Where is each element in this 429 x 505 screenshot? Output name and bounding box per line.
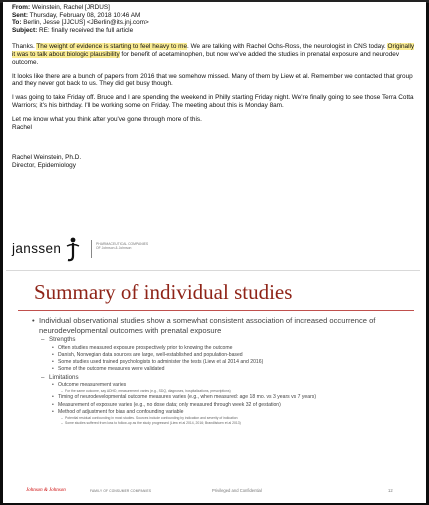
email-to-line [12, 19, 417, 27]
logo-subtitle-line-1: PHARMACEUTICAL COMPANIES [96, 242, 149, 246]
from-value: Weinstein, Rachel [JRDUS] [31, 4, 110, 11]
email-sent-line [12, 12, 417, 20]
signature-name: Rachel Weinstein, Ph.D. [12, 154, 82, 162]
strength-item-4: • Some of the outcome measures were validated [32, 366, 416, 373]
slide-title-rule [18, 310, 414, 311]
slide-title: Summary of individual studies [34, 280, 293, 304]
subject-label: Subject: [12, 26, 38, 34]
from-label: From: [12, 4, 31, 11]
limitation-item-2: • Timing of neurodevelopmental outcome measures varies (e.g., when measured: age 18 mo. vs 3 years vs 7 years) [32, 394, 416, 401]
email-paragraph-3: I was going to take Friday off. Bruce and I are spending the weekend in Philly starting Friday night. We're finally going to see those Terra Cotta Warriors; it's his birthday. I'll be working some on Friday. The meeting about this is Monday 8am. [12, 94, 414, 109]
strength-item-2: • Danish, Norwegian data sources are large, well-established and population-based [32, 352, 416, 359]
sent-label: Sent: [12, 11, 28, 19]
logo-subtitle-line-2: OF Johnson & Johnson [96, 246, 132, 251]
email-subject-line [12, 27, 417, 35]
signature-title: Director, Epidemiology [12, 161, 76, 169]
slide-footer [26, 487, 406, 497]
p1-mid: . We are talking with Rachel Ochs-Ross, the neurologist in CNS today. [187, 43, 388, 51]
highlighted-text-1: The weight of evidence is starting to feel heavy to me [36, 43, 188, 51]
email-body [12, 43, 417, 169]
slide-top-divider [6, 270, 420, 271]
email-message [12, 4, 417, 169]
limitation-subitem-1a: – For the same outcome, say ADHD, measurement varies (e.g., SDQ, diagnoses, hospitalizations, prescriptions) [32, 389, 416, 394]
limitation-item-3: • Measurement of exposure varies (e.g., no dose data; only measured through week 32 of gestation) [32, 402, 416, 409]
slide-bullets [32, 316, 416, 426]
logo-wordmark: janssen [12, 241, 62, 256]
footer-brand-subtitle: FAMILY OF CONSUMER COMPANIES [90, 489, 152, 493]
footer-confidential-label: Privileged and Confidential [212, 488, 262, 493]
to-label: To: [12, 19, 22, 27]
subject-value: RE: finally received the full article [39, 26, 134, 34]
bullet-limitations: – Limitations [32, 374, 416, 382]
limitation-subitem-4b: – Some studies suffered from loss to follow-up as the study progressed (Liew et al 2014, 2016; Brandlistuen et al 2013) [32, 421, 416, 426]
email-paragraph-4 [12, 116, 417, 131]
strength-item-3: • Some studies used trained psychologists to administer the tests (Liew et al 2014 and 2016) [32, 359, 416, 366]
p1-end: for benefit of acetaminophen, but now we've added the studies in prenatal exposure and neurodev outcome. [12, 50, 400, 66]
footer-brand-logo: Johnson & Johnson [26, 488, 66, 493]
to-value: Berlin, Jesse [JJCUS] <JBerlin@its.jnj.com> [23, 19, 149, 27]
bullet-main: • Individual observational studies show a somewhat consistent association of increased occurrence of neurodevelopmental outcomes with prenatal exposure [32, 316, 416, 335]
sent-value: Thursday, February 08, 2018 10:46 AM [29, 11, 141, 19]
limitation-item-4: • Method of adjustment for bias and confounding variable [32, 409, 416, 416]
strength-item-1: • Often studies measured exposure prospectively prior to knowing the outcome [32, 345, 416, 352]
p1-start: Thanks. [12, 43, 37, 51]
email-from-line [12, 4, 417, 12]
footer-page-number: 12 [388, 488, 393, 493]
logo-subtitle [96, 242, 148, 251]
limitation-subitem-4a: – Potential residual confounding in most studies. Sources include confounding by indication and severity of indication [32, 416, 416, 421]
janssen-logo [12, 237, 416, 267]
limitation-item-1: • Outcome measurement varies [32, 382, 416, 389]
highlighted-text-2: Originally it was to talk about biologic plausibility [12, 43, 415, 58]
p4-sender: Rachel [12, 123, 32, 131]
email-paragraph-1 [12, 43, 417, 66]
bullet-strengths: – Strengths [32, 336, 416, 344]
email-signature [12, 154, 417, 169]
logo-divider [91, 240, 92, 258]
janssen-figure-icon [64, 237, 82, 262]
email-paragraph-2: It looks like there are a bunch of papers from 2016 that we somehow missed. Many of them by Liew et al. Remember we contacted that group and they never got back to us. They did get busy though. [12, 72, 413, 88]
p4-text: Let me know what you think after you've gone through more of this. [12, 116, 202, 124]
